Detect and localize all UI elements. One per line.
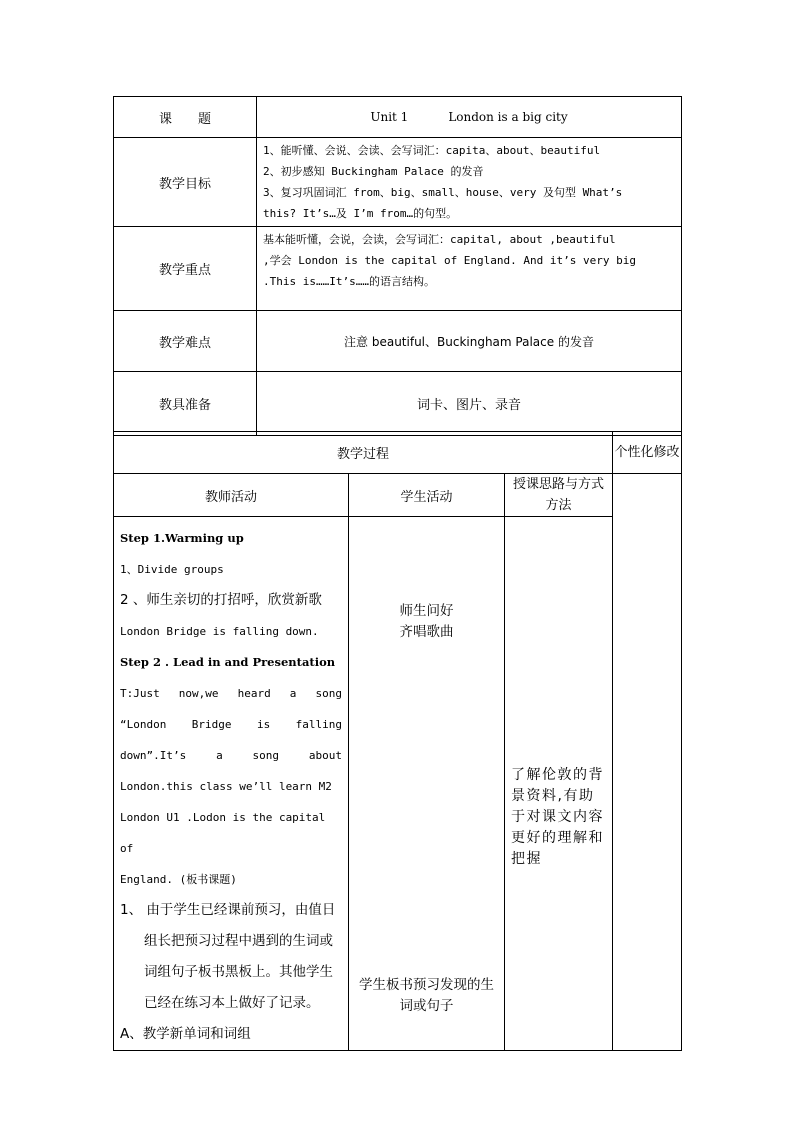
teacher-line: 2 、师生亲切的打招呼，欣赏新歌	[120, 592, 322, 608]
teacher-line: 1、Divide groups	[120, 563, 224, 576]
difficulty-content: 注意 beautiful、Buckingham Palace 的发音	[257, 311, 682, 372]
goal-line: 1、能听懂、会说、会读、会写词汇：capita、about、beautiful	[263, 144, 601, 157]
teaching-goals-content	[257, 138, 682, 227]
teacher-line: 组长把预习过程中遇到的生词或	[144, 933, 333, 949]
row-key-points	[114, 227, 682, 311]
label-key-points: 教学重点	[114, 227, 257, 311]
teacher-line: A、教学新单词和词组	[120, 1026, 251, 1042]
row-process-header	[114, 432, 682, 474]
row-difficulty	[114, 311, 682, 372]
label-lesson-title: 课 题	[114, 97, 257, 138]
key-line: ,学会 London is the capital of England. And it’s very big	[263, 254, 636, 267]
student-activity-content	[349, 517, 505, 1051]
personal-edit-column	[613, 474, 682, 1051]
row-tools	[114, 372, 682, 436]
label-teaching-goals: 教学目标	[114, 138, 257, 227]
teacher-line: London Bridge is falling down.	[120, 625, 319, 638]
goal-line: 2、初步感知 Buckingham Palace 的发音	[263, 165, 484, 178]
lesson-info-table	[113, 96, 682, 436]
method-header: 授课思路与方式方法	[505, 474, 613, 517]
key-line: 基本能听懂，会说，会读，会写词汇：capital, about ,beautiful	[263, 233, 616, 246]
teacher-line: “London Bridge is falling	[120, 718, 342, 731]
row-teaching-goals	[114, 138, 682, 227]
teacher-activity-content	[114, 517, 349, 1051]
teacher-line: Step 1.Warming up	[120, 531, 244, 545]
student-activity-greeting	[349, 601, 504, 643]
student-line: 词或句子	[399, 998, 454, 1014]
method-text: 了解伦敦的背景资料,有助于对课文内容更好的理解和把握	[511, 767, 604, 867]
method-content	[505, 517, 613, 1051]
teacher-line: Step 2 . Lead in and Presentation	[120, 655, 336, 669]
student-activity-board	[349, 975, 504, 1017]
teacher-line: down”.It’s a song about	[120, 749, 342, 762]
label-tools: 教具准备	[114, 372, 257, 436]
teacher-line: T:Just now,we heard a song	[120, 687, 342, 700]
teacher-line: England. (板书课题)	[120, 873, 237, 886]
goal-line: this? It’s…及 I’m from…的句型。	[263, 207, 458, 220]
teacher-activity-header: 教师活动	[114, 474, 349, 517]
goal-line: 3、复习巩固词汇 from、big、small、house、very 及句型 What’s	[263, 186, 623, 199]
lesson-title: London is a big city	[448, 110, 568, 124]
teacher-line: London U1 .Lodon is the capital of	[120, 811, 326, 855]
student-activity-header: 学生活动	[349, 474, 505, 517]
student-line: 学生板书预习发现的生	[359, 977, 494, 993]
process-header: 教学过程	[114, 432, 613, 474]
personal-edit-header: 个性化修改	[613, 432, 682, 474]
key-points-content	[257, 227, 682, 311]
key-line: .This is……It’s……的语言结构。	[263, 275, 435, 288]
teaching-process-table	[113, 431, 682, 1051]
lesson-title-cell	[257, 97, 682, 138]
teacher-line: London.this class we’ll learn M2	[120, 780, 332, 793]
tools-content: 词卡、图片、录音	[257, 372, 682, 436]
student-line: 师生问好	[399, 603, 454, 619]
row-lesson-title	[114, 97, 682, 138]
teacher-line: 已经在练习本上做好了记录。	[144, 995, 320, 1011]
teacher-line: 词组句子板书黑板上。其他学生	[144, 964, 333, 980]
student-line: 齐唱歌曲	[399, 624, 454, 640]
label-difficulty: 教学难点	[114, 311, 257, 372]
unit-label: Unit 1	[370, 110, 409, 124]
row-column-headers	[114, 474, 682, 517]
teacher-line: 1、 由于学生已经课前预习，由值日	[120, 902, 336, 918]
row-process-body	[114, 517, 682, 1051]
